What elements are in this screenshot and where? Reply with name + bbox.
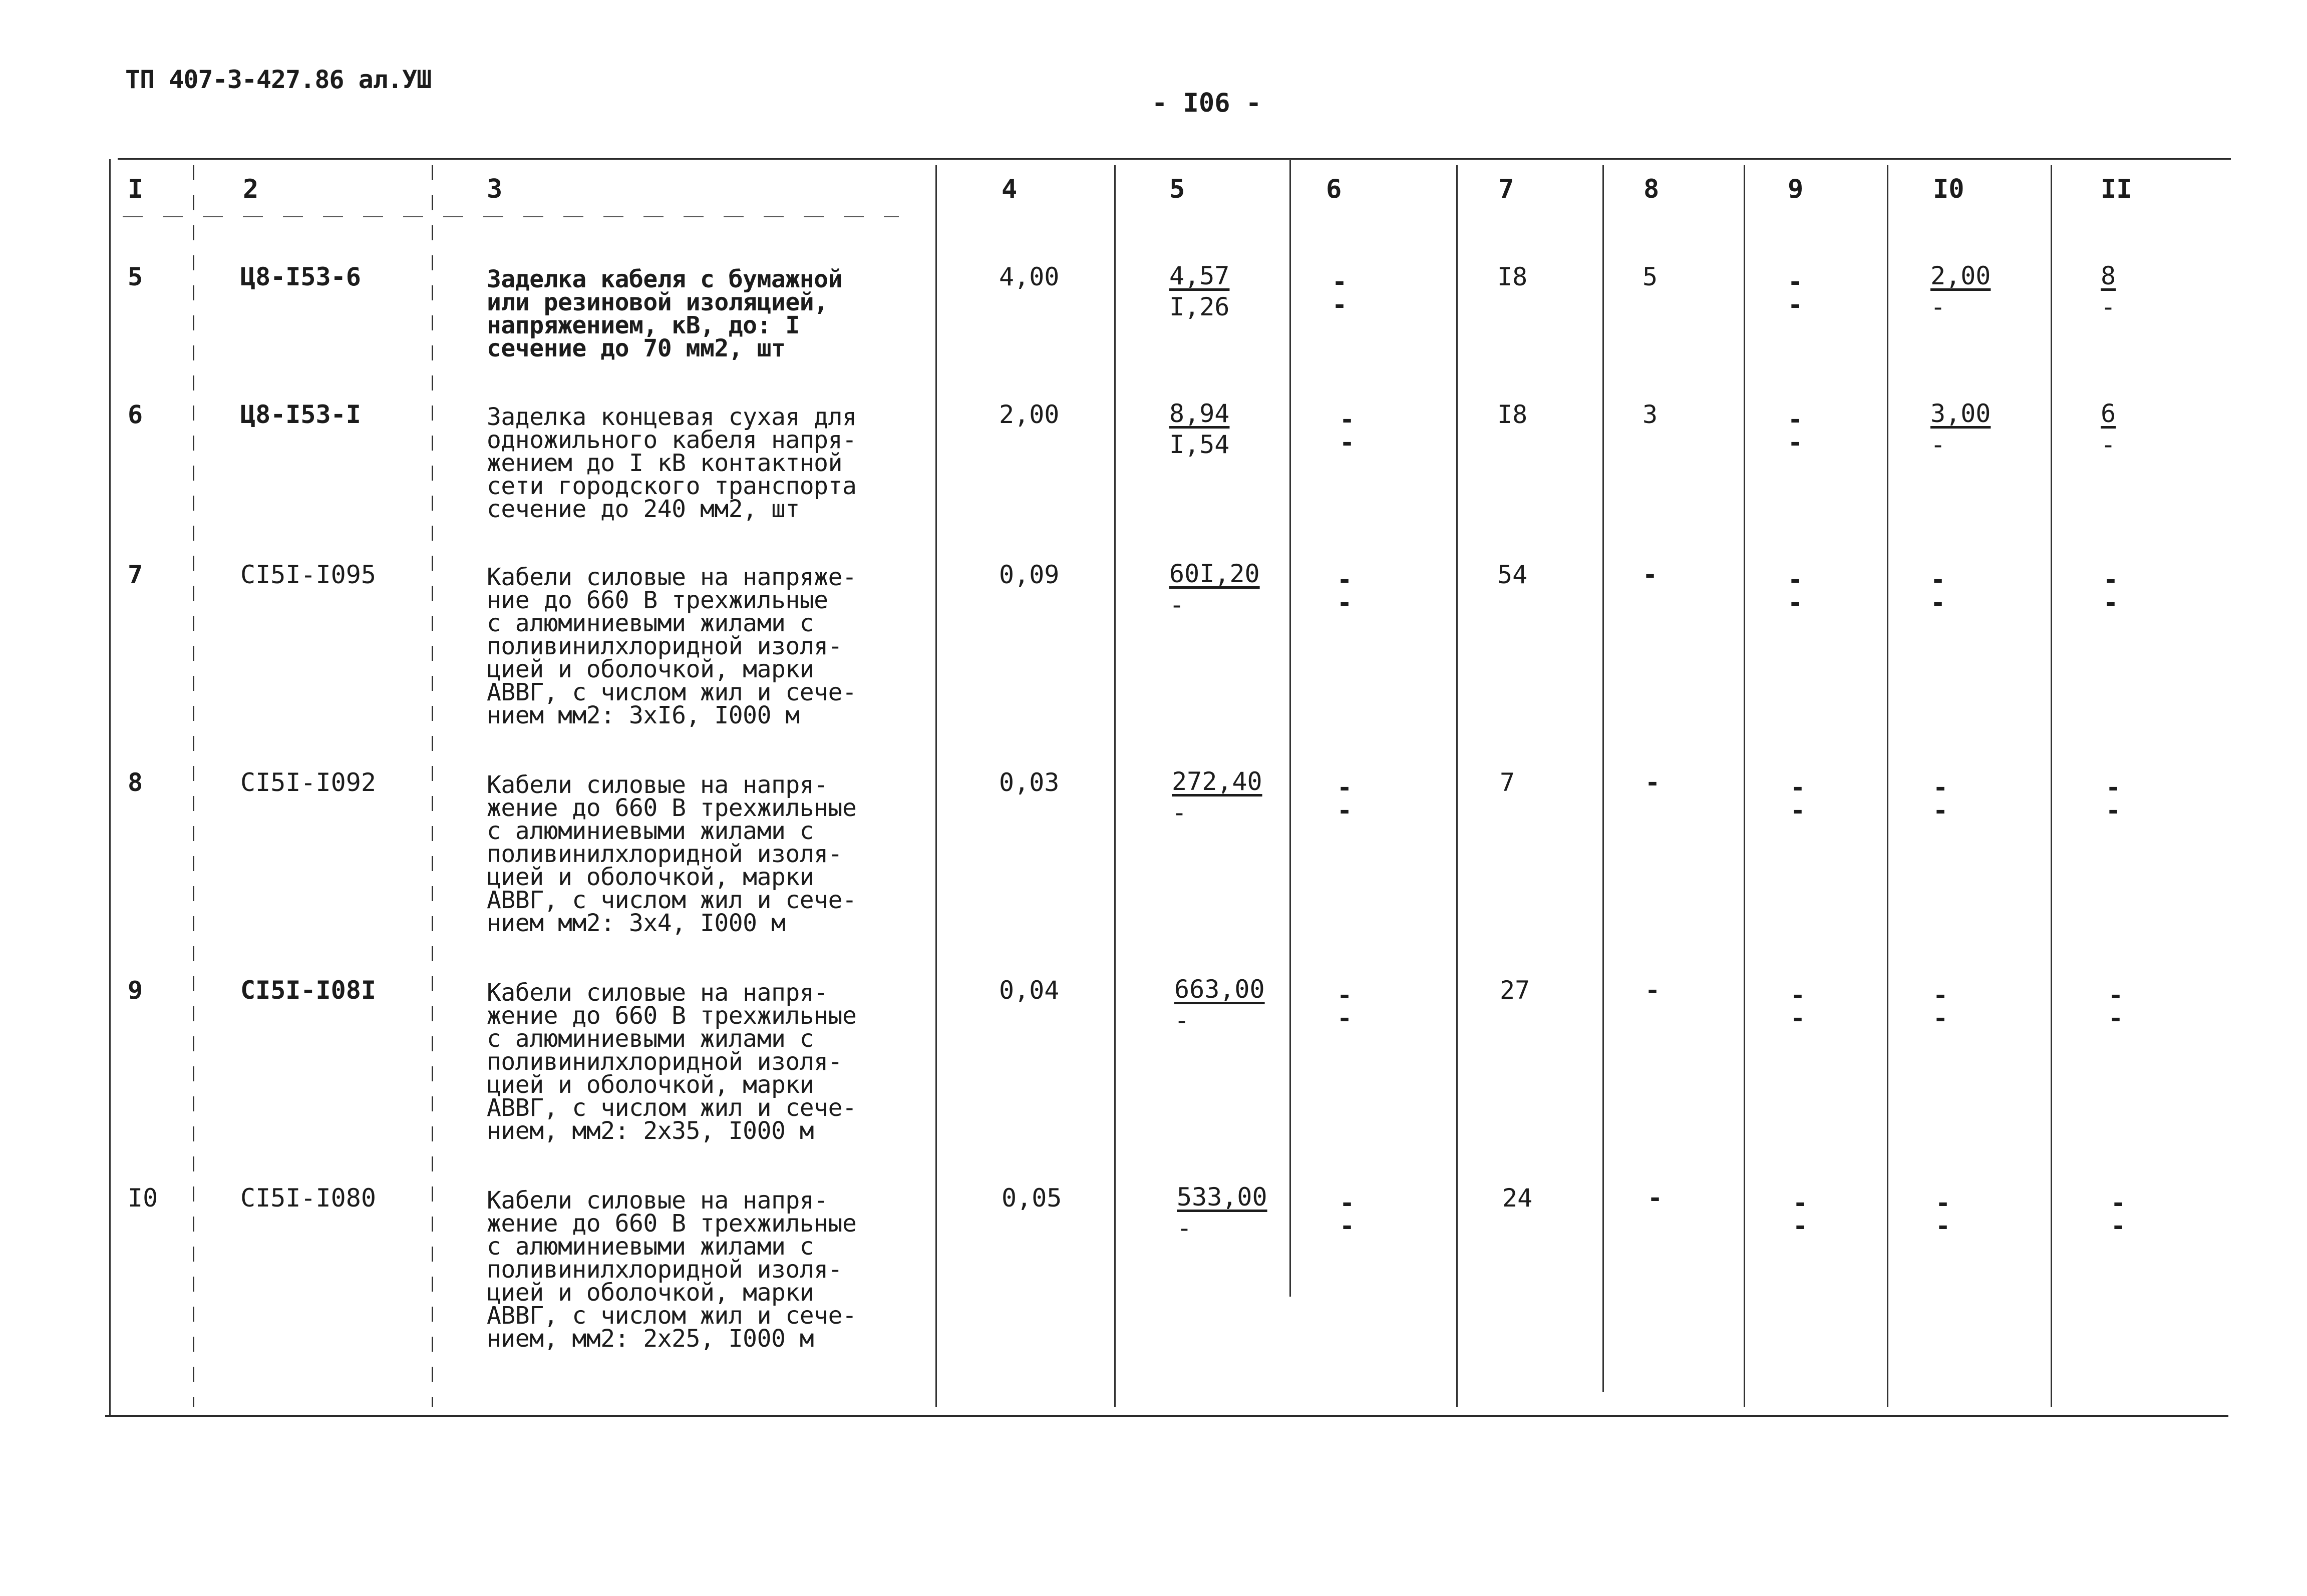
column-11-bottom: -: [2106, 796, 2121, 825]
column-header: 9: [1788, 174, 1804, 204]
unit-price: [1172, 766, 1262, 828]
column-6-value: - -: [1332, 267, 1348, 319]
column-header: 4: [1002, 174, 1018, 204]
column-header: 7: [1498, 174, 1514, 204]
unit-price-wage: I,26: [1169, 292, 1230, 321]
quantity: 0,09: [999, 560, 1060, 589]
column-divider: [1456, 165, 1458, 1407]
unit-price-value: 272,40: [1172, 767, 1262, 796]
work-description: Заделка кабеля с бумажной или резиновой изоляцией, напряжением, кВ, до: I сечение до 70 мм2, шт: [487, 265, 842, 362]
column-9-value: - -: [1788, 565, 1803, 617]
row-number: I0: [128, 1183, 158, 1213]
row-number: 8: [128, 768, 143, 797]
work-description: Заделка концевая сухая для одножильного кабеля напря- жением до I кВ контактной сети городского транспорта сечение до 240 мм2, шт: [487, 403, 857, 523]
column-10-value: [1935, 1188, 1951, 1241]
column-10-top: 3,00: [1930, 399, 1991, 428]
column-header: 6: [1326, 174, 1342, 204]
unit-price: [1174, 974, 1265, 1036]
column-11-value: [2101, 398, 2116, 460]
column-10-bottom: -: [1935, 1212, 1951, 1241]
column-header: 2: [243, 174, 259, 204]
unit-price-wage: -: [1169, 590, 1185, 619]
column-7-value: I8: [1497, 400, 1528, 429]
column-divider: [193, 165, 194, 1407]
row-number: 5: [128, 262, 143, 291]
rate-code: CI5I-I08I: [240, 976, 376, 1005]
column-header: 8: [1643, 174, 1660, 204]
unit-price-value: 60I,20: [1169, 559, 1260, 588]
column-11-bottom: -: [2108, 1004, 2124, 1033]
column-11-value: [2103, 565, 2119, 617]
column-7-value: 54: [1497, 560, 1528, 589]
unit-price: [1169, 398, 1229, 460]
row-number: 7: [128, 560, 143, 589]
column-header: I0: [1933, 174, 1964, 204]
rate-code: CI5I-I080: [240, 1183, 376, 1213]
quantity: 0,04: [999, 976, 1060, 1005]
work-description: Кабели силовые на напря- жение до 660 В трехжильные с алюминиевыми жилами с поливинилхлоридной изоля- цией и оболочкой, марки АВВГ, с числом жил и сече- нием, мм2: 2х25, I000 м: [487, 1186, 857, 1353]
column-divider: [1744, 165, 1745, 1407]
rate-code: Ц8-I53-6: [240, 262, 361, 291]
unit-price-wage: I,54: [1169, 430, 1230, 459]
column-9-value: - -: [1790, 981, 1806, 1033]
column-10-top: -: [1933, 981, 1948, 1010]
column-10-value: [1933, 773, 1948, 825]
column-8-value: -: [1647, 1183, 1663, 1213]
document-code: ТП 407-3-427.86 ал.УШ: [125, 65, 432, 94]
column-header: I: [128, 174, 144, 204]
unit-price-value: 4,57: [1169, 261, 1230, 290]
unit-price: [1169, 260, 1229, 322]
column-6-value: - -: [1337, 565, 1353, 617]
column-11-value: [2111, 1188, 2126, 1241]
column-9-value: - -: [1790, 773, 1806, 825]
column-9-value: - -: [1793, 1188, 1808, 1241]
page-number: - I06 -: [1152, 88, 1262, 118]
column-9-value: - -: [1788, 267, 1803, 319]
column-11-top: -: [2111, 1188, 2126, 1218]
column-8-value: -: [1645, 976, 1661, 1005]
column-11-value: [2101, 260, 2116, 322]
unit-price-wage: -: [1174, 1006, 1190, 1035]
column-10-bottom: -: [1930, 292, 1946, 321]
column-11-bottom: -: [2101, 292, 2116, 321]
column-divider: [1114, 165, 1116, 1407]
row-number: 6: [128, 400, 143, 429]
column-8-value: -: [1645, 768, 1661, 797]
column-10-top: -: [1935, 1188, 1951, 1218]
table-bottom-border: [105, 1415, 2228, 1417]
column-8-value: 3: [1642, 400, 1658, 429]
column-11-top: -: [2108, 981, 2124, 1010]
column-7-value: 7: [1500, 768, 1515, 797]
column-7-value: 27: [1500, 976, 1530, 1005]
quantity: 0,03: [999, 768, 1060, 797]
unit-price-value: 533,00: [1177, 1182, 1267, 1212]
column-10-bottom: -: [1933, 796, 1948, 825]
column-10-top: -: [1930, 565, 1946, 594]
unit-price: [1177, 1181, 1267, 1244]
column-11-top: -: [2106, 773, 2121, 802]
rate-code: CI5I-I092: [240, 768, 376, 797]
column-header: 3: [487, 174, 503, 204]
column-10-bottom: -: [1930, 430, 1946, 459]
column-10-bottom: -: [1930, 588, 1946, 617]
column-11-bottom: -: [2111, 1212, 2126, 1241]
header-bottom-border: [123, 216, 899, 217]
column-6-value: - -: [1340, 405, 1355, 457]
column-8-value: -: [1642, 560, 1658, 589]
column-divider: [109, 159, 111, 1415]
column-11-top: 6: [2101, 399, 2116, 428]
row-number: 9: [128, 976, 143, 1005]
column-11-value: [2106, 773, 2121, 825]
column-10-top: 2,00: [1930, 261, 1991, 290]
column-11-bottom: -: [2101, 430, 2116, 459]
quantity: 2,00: [999, 400, 1060, 429]
column-divider: [432, 165, 433, 1407]
column-6-value: - -: [1340, 1188, 1355, 1241]
column-9-value: - -: [1788, 405, 1803, 457]
column-divider: [1602, 165, 1604, 1392]
column-divider: [1887, 165, 1888, 1407]
column-6-value: - -: [1337, 773, 1353, 825]
column-divider: [2051, 165, 2052, 1407]
unit-price: [1169, 558, 1260, 620]
column-7-value: I8: [1497, 262, 1528, 291]
quantity: 4,00: [999, 262, 1060, 291]
column-7-value: 24: [1502, 1183, 1533, 1213]
column-header: II: [2101, 174, 2132, 204]
column-11-top: -: [2103, 565, 2119, 594]
unit-price-value: 8,94: [1169, 399, 1230, 428]
rate-code: CI5I-I095: [240, 560, 376, 589]
column-divider: [1289, 160, 1291, 1297]
column-header: 5: [1169, 174, 1185, 204]
work-description: Кабели силовые на напря- жение до 660 В трехжильные с алюминиевыми жилами с поливинилхлоридной изоля- цией и оболочкой, марки АВВГ, с числом жил и сече- нием мм2: 3х4, I000 м: [487, 771, 857, 937]
column-11-top: 8: [2101, 261, 2116, 290]
column-10-top: -: [1933, 773, 1948, 802]
column-10-value: [1930, 398, 1991, 460]
column-10-value: [1930, 260, 1991, 322]
column-10-value: [1930, 565, 1946, 617]
unit-price-value: 663,00: [1174, 975, 1265, 1004]
column-8-value: 5: [1642, 262, 1658, 291]
column-6-value: - -: [1337, 981, 1353, 1033]
work-description: Кабели силовые на напря- жение до 660 В трехжильные с алюминиевыми жилами с поливинилхлоридной изоля- цией и оболочкой, марки АВВГ, с числом жил и сече- нием, мм2: 2х35, I000 м: [487, 979, 857, 1145]
column-11-bottom: -: [2103, 588, 2119, 617]
unit-price-wage: -: [1172, 798, 1187, 827]
work-description: Кабели силовые на напряже- ние до 660 В трехжильные с алюминиевыми жилами с поливинилхлоридной изоля- цией и оболочкой, марки АВВГ, с числом жил и сече- нием мм2: 3хI6, I000 м: [487, 563, 857, 729]
column-11-value: [2108, 981, 2124, 1033]
column-divider: [935, 165, 937, 1407]
quantity: 0,05: [1002, 1183, 1062, 1213]
rate-code: Ц8-I53-I: [240, 400, 361, 429]
unit-price-wage: -: [1177, 1214, 1192, 1243]
column-10-bottom: -: [1933, 1004, 1948, 1033]
table-top-border: [118, 158, 2231, 160]
column-10-value: [1933, 981, 1948, 1033]
